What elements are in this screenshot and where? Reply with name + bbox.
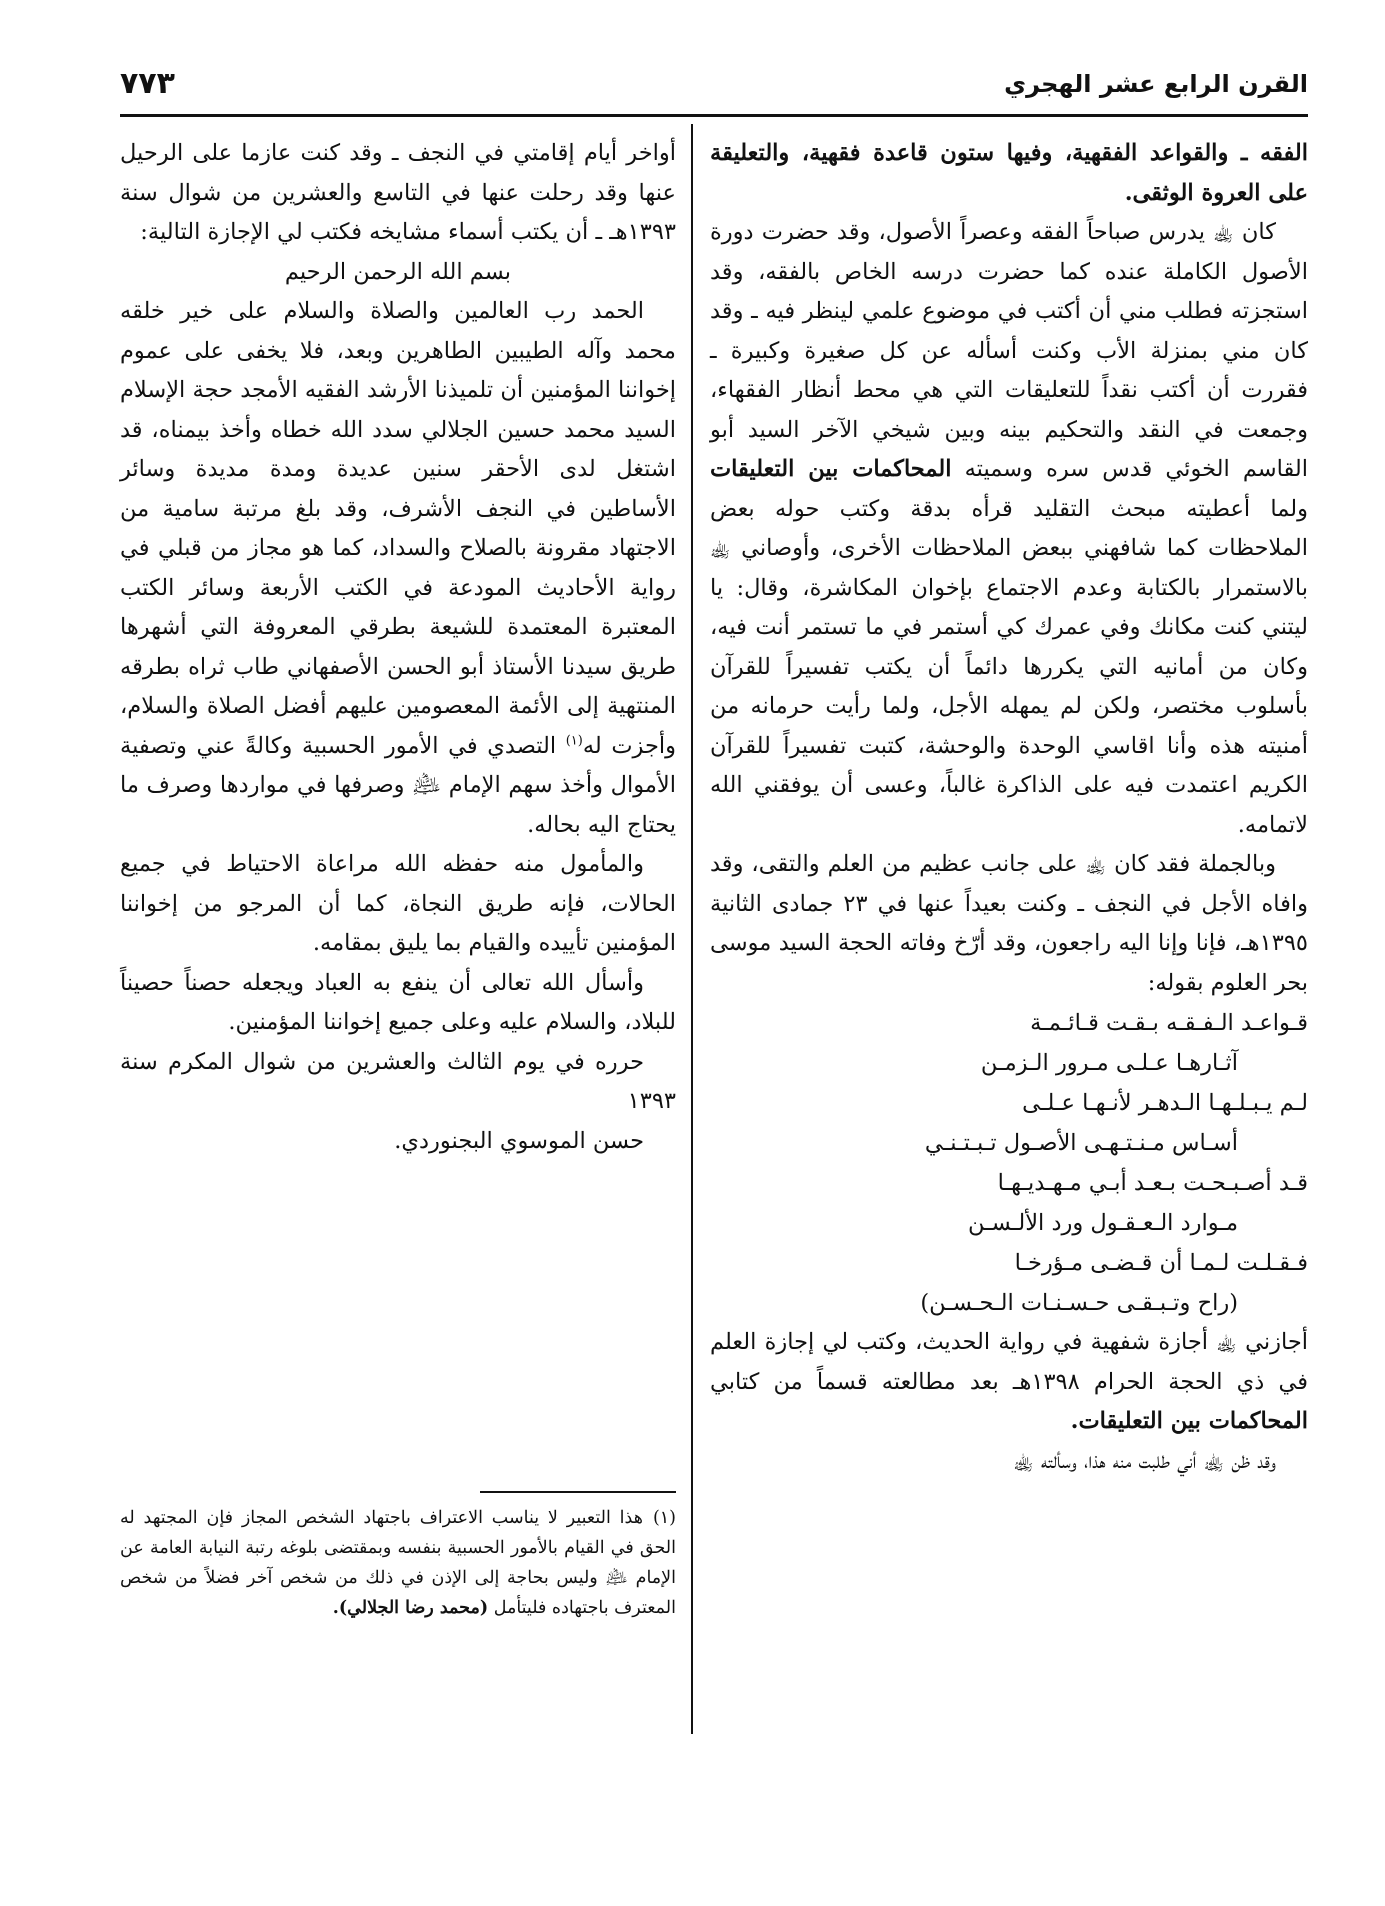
paragraph: أواخر أيام إقامتي في النجف ـ وقد كنت عازما على الرحيل عنها وقد رحلت عنها في التاسع والعشرين من شوال سنة ١٣٩٣هـ ـ أن يكتب أسماء مشايخه فكتب لي الإجازة التالية:	[120, 140, 676, 245]
basmala: بسم الله الرحمن الرحيم	[284, 258, 512, 285]
paragraph: الفقه ـ والقواعد الفقهية، وفيها ستون قاعدة فقهية، والتعليقة على العروة الوثقى.	[710, 140, 1308, 206]
right-column	[710, 134, 1308, 1481]
text-run: الحمد رب العالمين والصلاة والسلام على خير خلقه محمد وآله الطيبين الطاهرين وبعد، فلا يخفى على عموم إخواننا المؤمنين أن تلميذنا الأرشد الفقيه الأمجد حجة الإسلام السيد محمد حسين الجلالي سدد الله خطاه وأخذ بيمناه، قد اشتغل لدى الأحقر سنين عديدة ومدة مديدة وسائر الأساطين في النجف الأشرف، وقد بلغ مرتبة سامية من الاجتهاد مقرونة بالصلاح والسداد، كما هو مجاز من قبلي في رواية الأحاديث المودعة في الكتب الأربعة وسائر الكتب المعتبرة المعتمدة للشيعة بطرقي المعروفة التي أشهرها طريق سيدنا الأستاذ أبو الحسن الأصفهاني طاب ثراه بطرقه المنتهية إلى الأئمة المعصومين عليهم أفضل الصلاة والسلام، وأجزت له	[120, 298, 676, 759]
paragraph: وأسأل الله تعالى أن ينفع به العباد ويجعله حصناً حصيناً للبلاد، والسلام عليه وعلى جميع إخواننا المؤمنين.	[120, 969, 676, 1035]
paragraph	[120, 292, 676, 845]
paragraph	[710, 213, 1308, 845]
book-title: المحاكمات بين التعليقات	[710, 456, 952, 482]
verse-line: (راح وتـبـقـى حـسـنـات الـحـسـن)	[920, 1290, 1238, 1316]
footnote-marker: (١)	[652, 1508, 676, 1528]
paragraph: وبالجملة فقد كان ﵀ على جانب عظيم من العلم والتقى، وقد وافاه الأجل في النجف ـ وكنت بعيداً عنها في ٢٣ جمادى الثانية ١٣٩٥هـ، فإنا وإنا اليه راجعون، وقد أرّخ وفاته الحجة السيد موسى بحر العلوم بقوله:	[710, 851, 1308, 996]
footnote-author: (محمد رضا الجلالي).	[332, 1598, 489, 1618]
verse-line: لـم يـبـلـهـا الـدهـر لأنـهـا عـلـى	[1022, 1090, 1308, 1116]
verse-line: آثـارهـا عـلـى مـرور الـزمـن	[980, 1050, 1238, 1076]
text-run: أجازني ﵀ أجازة شفهية في رواية الحديث، وكتب لي إجازة العلم في ذي الحجة الحرام ١٣٩٨هـ بعد مطالعته قسماً من كتابي	[710, 1329, 1308, 1395]
verse-line: أسـاس مـنـتـهـى الأصـول تـبـتـنـي	[924, 1130, 1238, 1156]
paragraph	[710, 1323, 1308, 1442]
paragraph: والمأمول منه حفظه الله مراعاة الاحتياط في جميع الحالات، فإنه طريق النجاة، كما أن المرجو من إخواننا المؤمنين تأييده والقيام بما يليق بمقامه.	[120, 851, 676, 956]
footnote-ref[interactable]: (١)	[565, 733, 583, 748]
verse-line: قـواعـد الـفـقـه بـقـت قـائـمـة	[1030, 1010, 1308, 1036]
footnote-rule	[480, 1491, 676, 1493]
left-column	[120, 134, 676, 1161]
page-header	[120, 66, 1308, 112]
footnote	[120, 1503, 676, 1623]
verse-line: فـقـلـت لـمـا أن قـضـى مـؤرخـا	[1014, 1250, 1308, 1276]
signature: حسن الموسوي البجنوردي.	[394, 1127, 644, 1154]
text-run: التصدي في الأمور الحسبية وكالةً عني وتصفية الأموال وأخذ سهم الإمام ﵇ وصرفها في مواردها وصرف ما يحتاج اليه بحاله.	[120, 732, 676, 838]
header-rule	[120, 114, 1308, 117]
paragraph: وقد ظن ﵀ أني طلبت منه هذا، وسألته ﵀	[1013, 1447, 1276, 1474]
running-head: القرن الرابع عشر الهجري	[1004, 70, 1308, 98]
paragraph: حرره في يوم الثالث والعشرين من شوال المكرم سنة ١٣٩٣	[120, 1048, 676, 1114]
text-run: ولما أعطيته مبحث التقليد قرأه بدقة وكتب حوله بعض الملاحظات كما شافهني ببعض الملاحظات الأخرى، وأوصاني ﵀ بالاستمرار بالكتابة وعدم الاجتماع بإخوان المكاشرة، وقال: يا ليتني كنت مكانك وفي عمرك كي أستمر في ما تستمر أنت فيه، وكان من أمانيه التي يكررها دائماً أن يكتب تفسيراً للقرآن بأسلوب مختصر، ولكن لم يمهله الأجل، ولما رأيت حرمانه من أمنيته هذه وأنا اقاسي الوحدة والوحشة، كتبت تفسيراً للقرآن الكريم اعتمدت فيه على الذاكرة غالباً، وعسى أن يوفقني الله لاتمامه.	[710, 495, 1309, 838]
verse-line: مـوارد الـعـقـول ورد الألـسـن	[967, 1210, 1238, 1236]
footnote-text: هذا التعبير لا يناسب الاعتراف باجتهاد الشخص المجاز فإن المجتهد له الحق في القيام بالأمور الحسبية بنفسه وبمقتضى بلوغه رتبة النيابة العامة عن الإمام ﵇ وليس بحاجة إلى الإذن في ذلك من شخص آخر فضلاً من شخص المعترف باجتهاده فليتأمل	[120, 1508, 676, 1618]
column-divider	[691, 124, 693, 1734]
poem	[710, 1003, 1308, 1323]
page-number: ٧٧٣	[120, 66, 175, 101]
book-title: المحاكمات بين التعليقات.	[1070, 1408, 1308, 1434]
verse-line: قـد أصـبـحـت بـعـد أبـي مـهـديـهـا	[997, 1170, 1308, 1196]
text-run: كان ﵀ يدرس صباحاً الفقه وعصراً الأصول، وقد حضرت دورة الأصول الكاملة عنده كما حضرت درسه الخاص بالفقه، وقد استجزته فطلب مني أن أكتب في موضوع علمي لينظر فيه ـ وقد كان مني بمنزلة الأب وكنت أسأله عن كل صغيرة وكبيرة ـ فقررت أن أكتب نقداً للتعليقات التي هي محط أنظار الفقهاء، وجمعت في النقد والتحكيم بينه وبين شيخي الآخر السيد أبو القاسم الخوئي قدس سره وسميته	[710, 219, 1308, 482]
